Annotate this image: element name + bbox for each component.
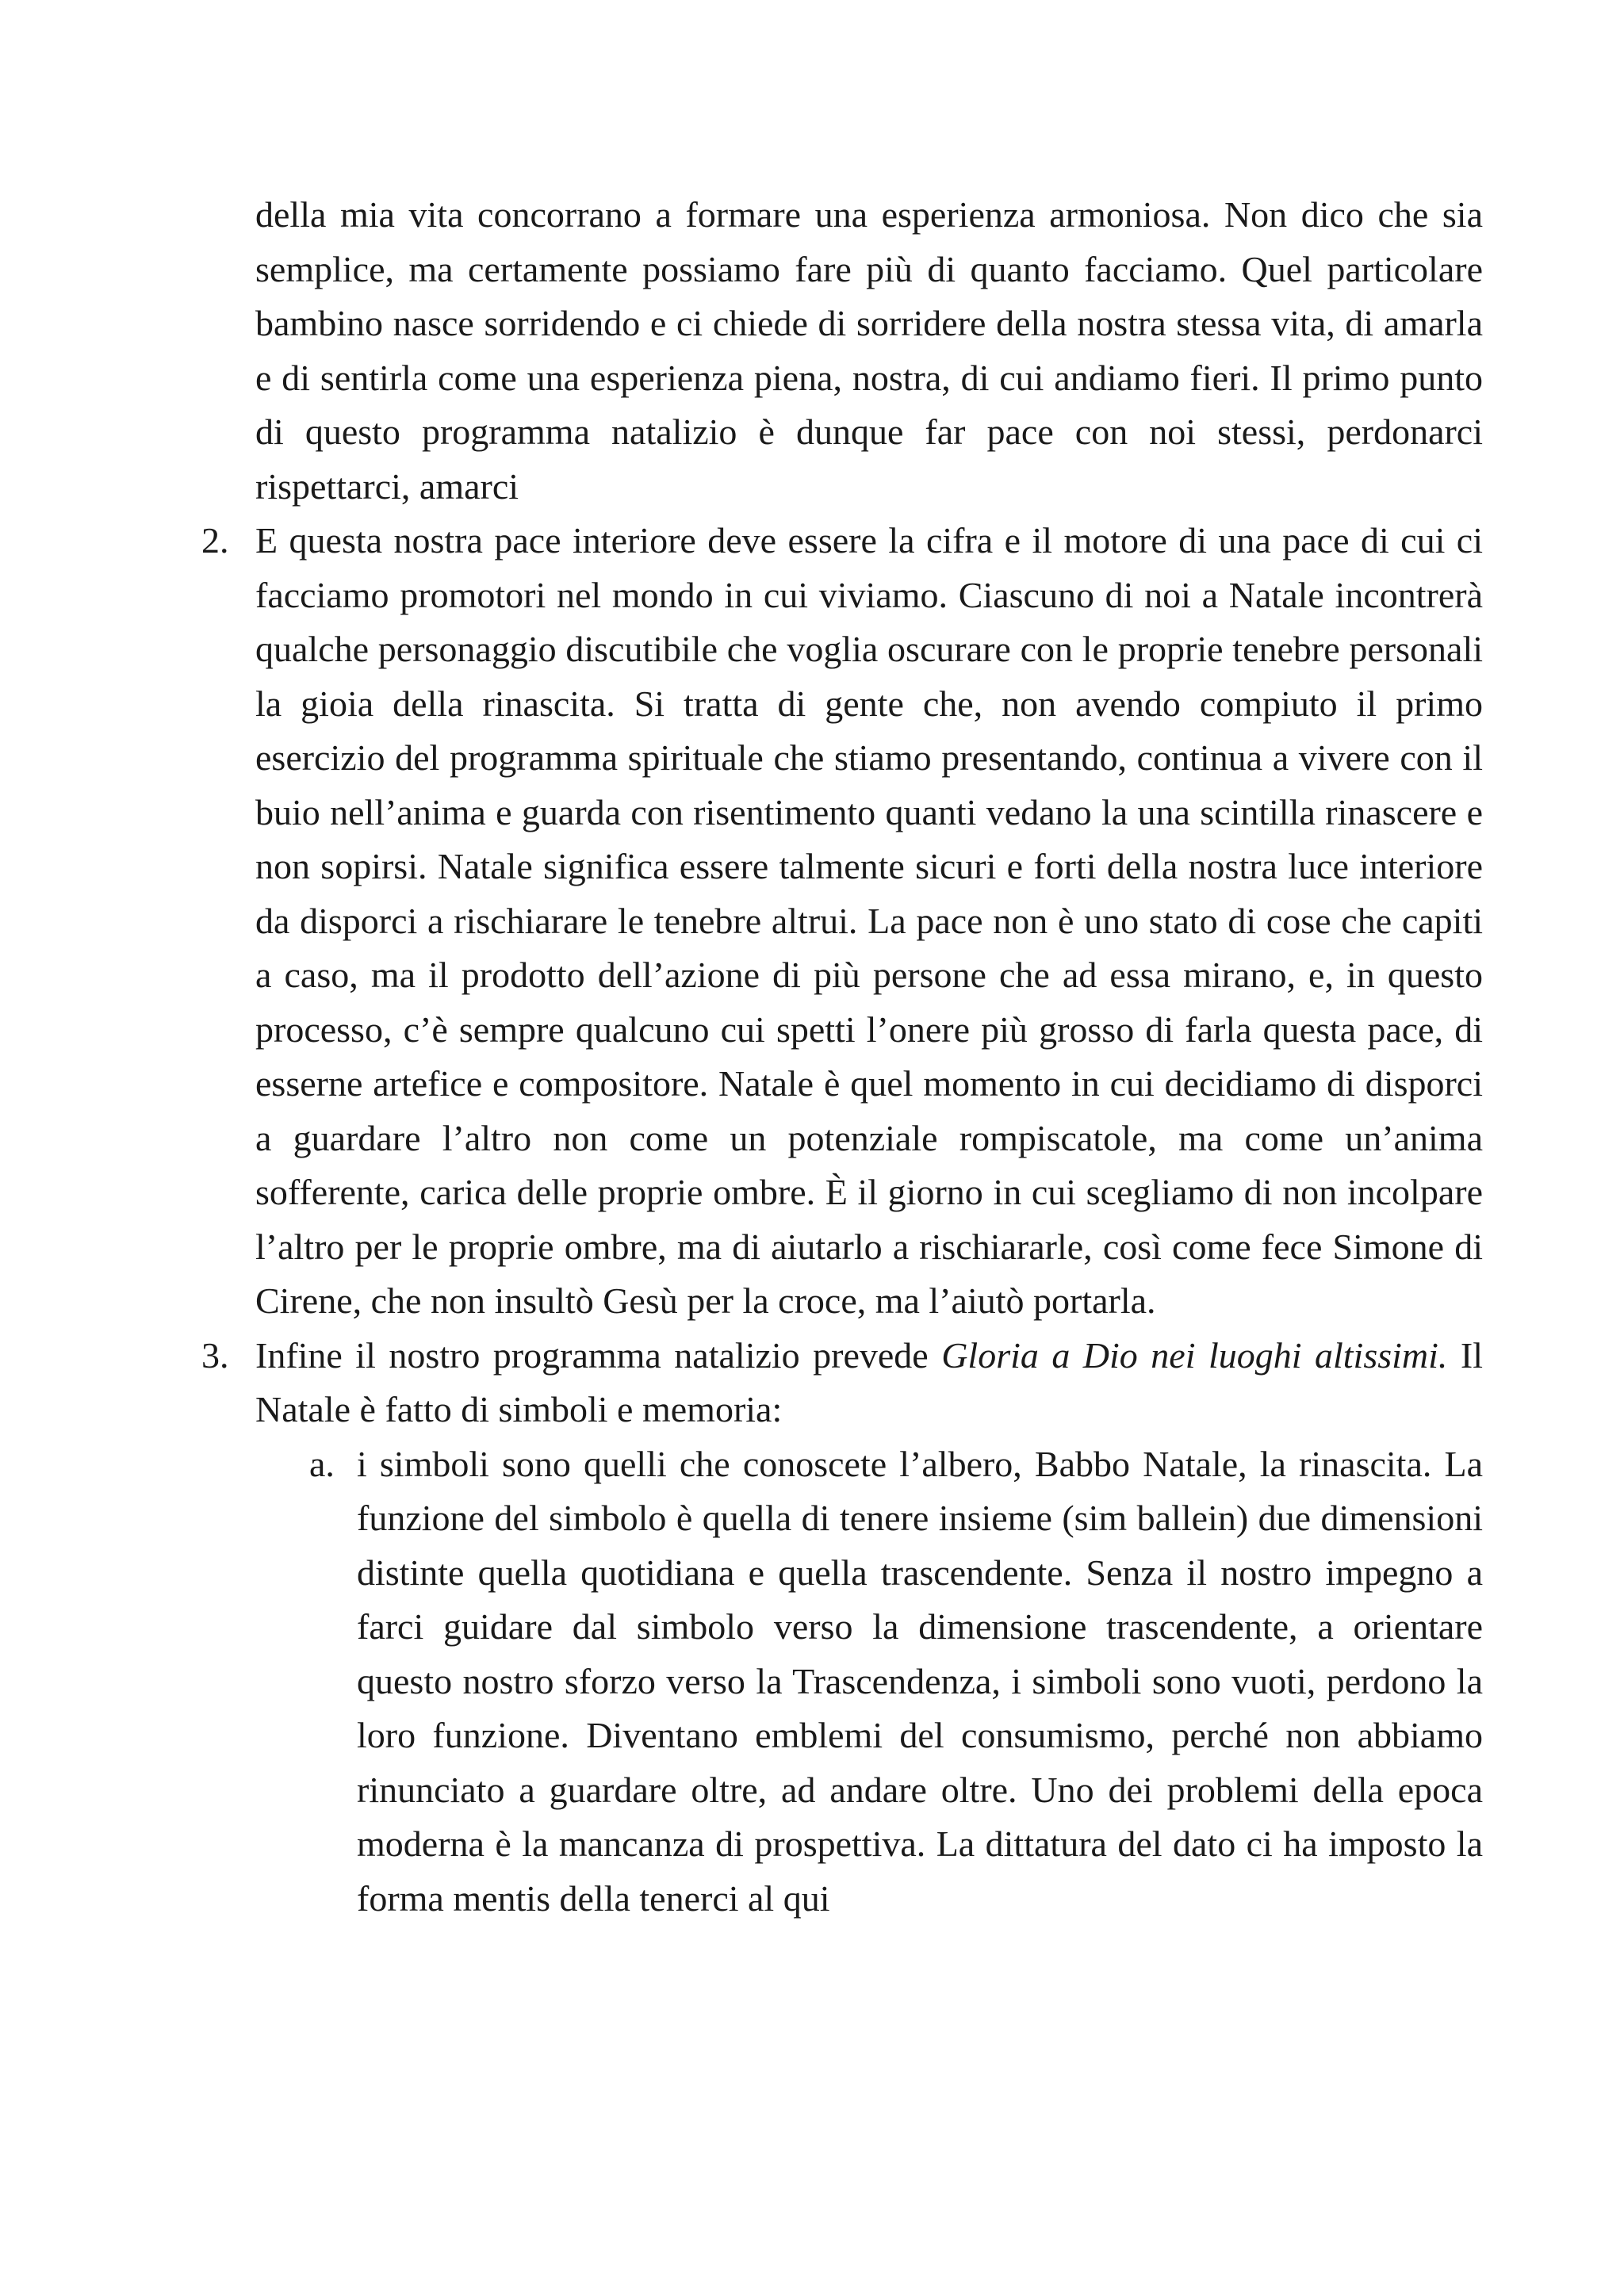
- sub-list-item-a: [309, 1437, 1483, 1927]
- text-body: [201, 188, 1483, 1926]
- sub-list: [255, 1437, 1483, 1927]
- sub-list-marker: a.: [309, 1443, 335, 1484]
- italic-quote: Gloria a Dio nei luoghi altissimi.: [941, 1334, 1448, 1376]
- list-marker: 3.: [201, 1334, 229, 1376]
- list-item-text: Il Natale è fatto di simboli e memoria:: [255, 1334, 1483, 1429]
- list-item-text: Infine il nostro programma natalizio prevede: [255, 1334, 942, 1376]
- list-item-text: E questa nostra pace interiore deve essere la cifra e il motore di una pace di cui ci facciamo promotori nel mondo in cui viviamo. Ciascuno di noi a Natale incontrerà qualche personaggio discutibile che voglia oscurare con le proprie tenebre personali la gioia della rinascita. Si tratta di gente che, non avendo compiuto il primo esercizio del programma spirituale che stiamo presentando, continua a vivere con il buio nell’anima e guarda con risentimento quanti vedano la una scintilla rinascere e non sopirsi. Natale significa essere talmente sicuri e forti della nostra luce interiore da disporci a rischiarare le tenebre altrui. La pace non è uno stato di cose che capiti a caso, ma il prodotto dell’azione di più persone che ad essa mirano, e, in questo processo, c’è sempre qualcuno cui spetti l’onere più grosso di farla questa pace, di esserne artefice e compositore. Natale è quel momento in cui decidiamo di disporci a guardare l’altro non come un potenziale rompiscatole, ma come un’anima sofferente, carica delle proprie ombre. È il giorno in cui scegliamo di non incolpare l’altro per le proprie ombre, ma di aiutarlo a rischiararle, così come fece Simone di Cirene, che non insultò Gesù per la croce, ma l’aiutò portarla.: [255, 520, 1483, 1321]
- list-item-2: [201, 514, 1483, 1329]
- list-item-3: [201, 1329, 1483, 1437]
- list-marker: 2.: [201, 520, 229, 561]
- sub-list-item-text: i simboli sono quelli che conoscete l’albero, Babbo Natale, la rinascita. La funzione del simbolo è quella di tenere insieme (sim ballein) due dimensioni distinte quella quotidiana e quella trascendente. Senza il nostro impegno a farci guidare dal simbolo verso la dimensione trascendente, a orientare questo nostro sforzo verso la Trascendenza, i simboli sono vuoti, perdono la loro funzione. Diventano emblemi del consumismo, perché non abbiamo rinunciato a guardare oltre, ad andare oltre. Uno dei problemi della epoca moderna è la mancanza di prospettiva. La dittatura del dato ci ha imposto la forma mentis della tenerci al qui: [357, 1443, 1483, 1919]
- lead-paragraph: della mia vita concorrano a formare una esperienza armoniosa. Non dico che sia semplice, ma certamente possiamo fare più di quanto facciamo. Quel particolare bambino nasce sorridendo e ci chiede di sorridere della nostra stessa vita, di amarla e di sentirla come una esperienza piena, nostra, di cui andiamo fieri. Il primo punto di questo programma natalizio è dunque far pace con noi stessi, perdonarci rispettarci, amarci: [255, 194, 1483, 507]
